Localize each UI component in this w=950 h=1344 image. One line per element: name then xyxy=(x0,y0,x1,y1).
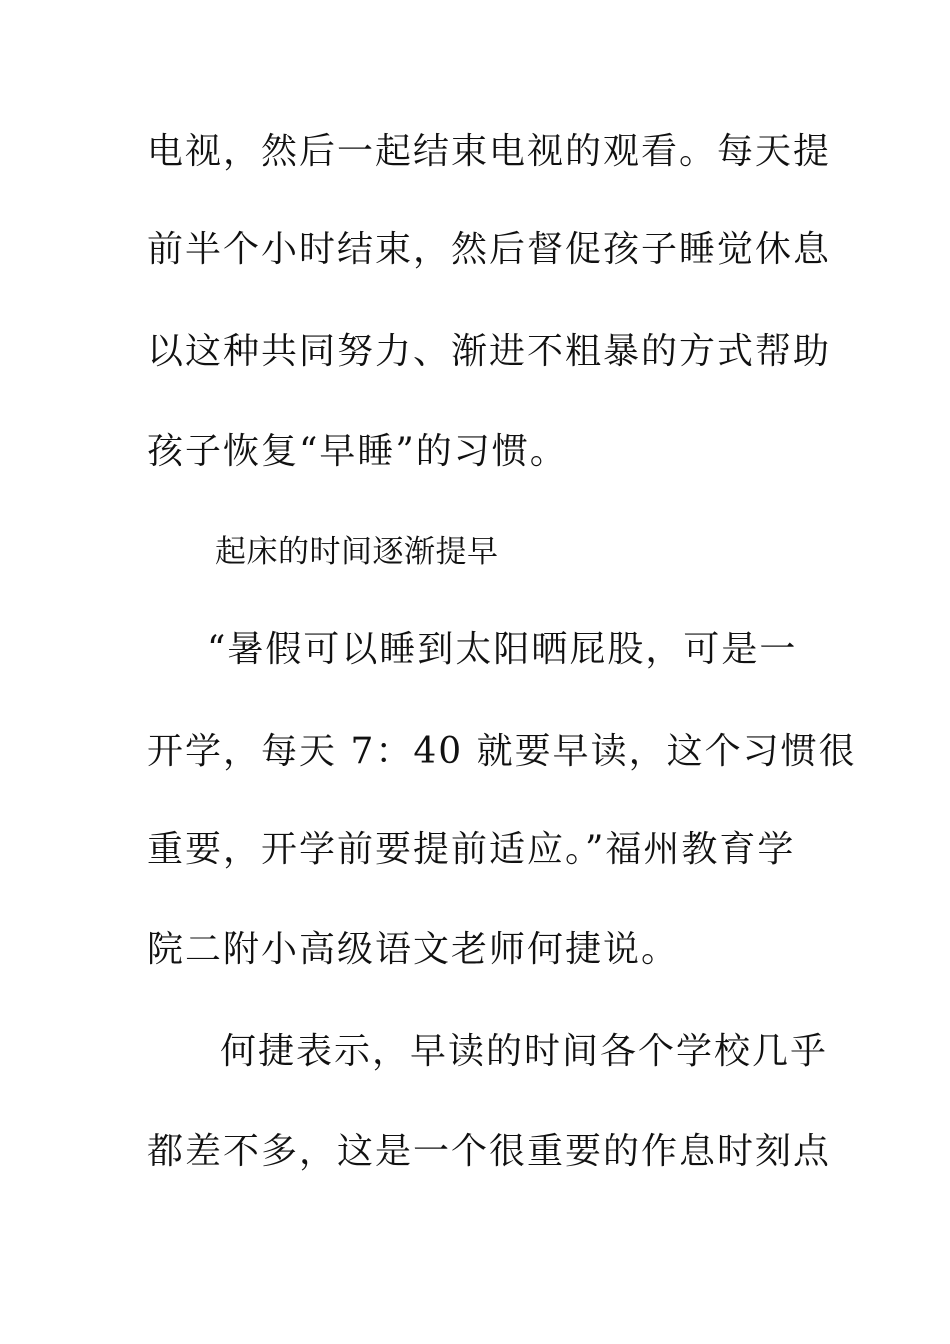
paragraph-line: 以这种共同努力、渐进不粗暴的方式帮助 xyxy=(147,331,832,372)
paragraph-line: 开学，每天 7：40 就要早读，这个习惯很 xyxy=(147,731,857,772)
paragraph-line: 重要，开学前要提前适应。”福州教育学 xyxy=(147,829,796,870)
paragraph-line: 何捷表示，早读的时间各个学校几乎 xyxy=(220,1031,829,1072)
paragraph-line: 孩子恢复“早睡”的习惯。 xyxy=(147,431,568,472)
paragraph-line: 前半个小时结束，然后督促孩子睡觉休息 xyxy=(147,229,832,270)
paragraph-line: “暑假可以睡到太阳晒屁股，可是一 xyxy=(207,629,798,670)
paragraph-line: 都差不多，这是一个很重要的作息时刻点 xyxy=(147,1131,832,1172)
paragraph-line: 院二附小高级语文老师何捷说。 xyxy=(147,929,680,970)
paragraph-line: 电视，然后一起结束电视的观看。每天提 xyxy=(147,131,832,172)
section-heading: 起床的时间逐渐提早 xyxy=(215,534,499,570)
